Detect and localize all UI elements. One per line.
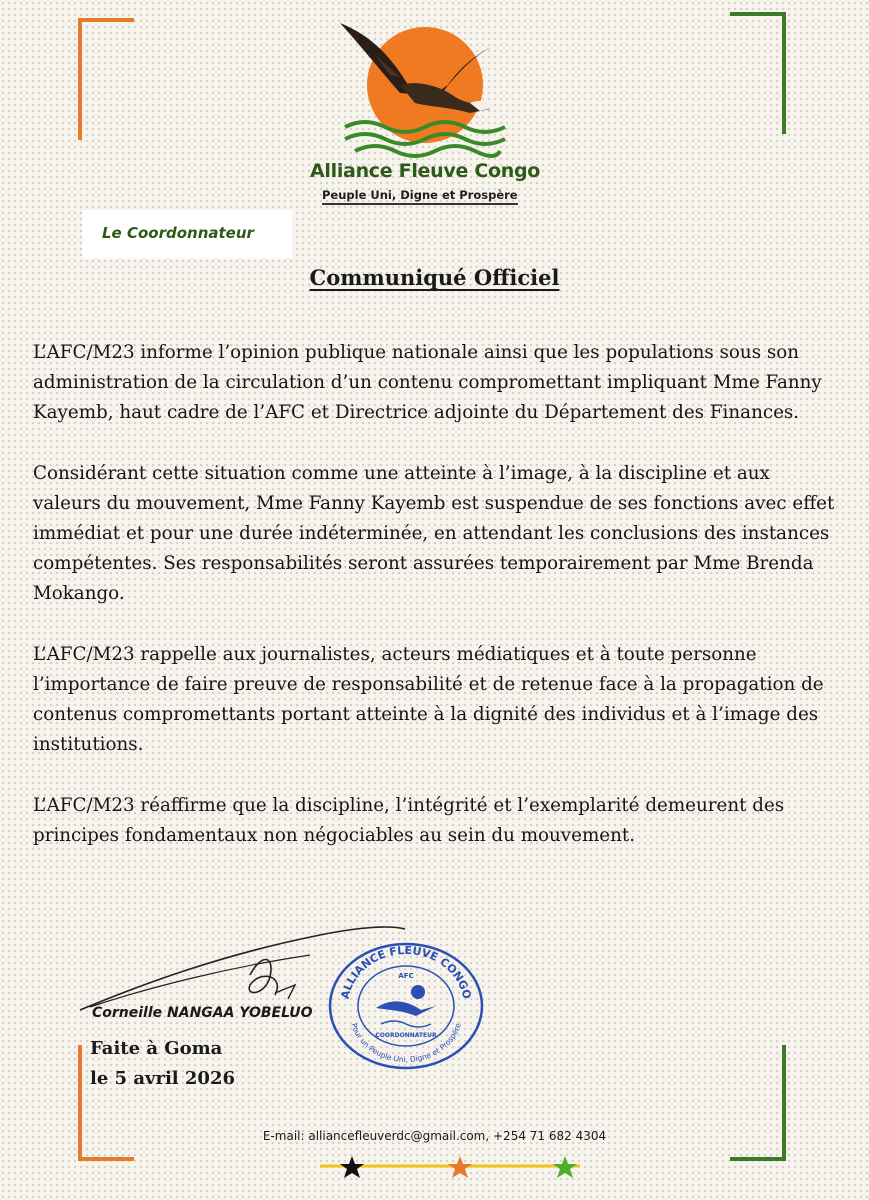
- svg-text:ALLIANCE FLEUVE CONGO: ALLIANCE FLEUVE CONGO: [338, 943, 474, 1001]
- corner-bracket-top-right: [730, 12, 786, 134]
- signature-place: Faite à Goma: [90, 1038, 223, 1059]
- signatory-name: Corneille NANGAA YOBELUO: [92, 1005, 313, 1021]
- organization-motto: Peuple Uni, Digne et Prospère: [322, 188, 518, 205]
- svg-text:AFC: AFC: [398, 972, 414, 980]
- eagle-logo-icon: [330, 15, 520, 165]
- paragraph-3: L’AFC/M23 rappelle aux journalistes, acteurs médiatiques et à toute personne l’importance de faire preuve de responsabilité et de retenue face à la propagation de contenus compromettants portant atteinte à la dignité des individus et à l’image des institutions.: [33, 644, 824, 755]
- signature-date: le 5 avril 2026: [90, 1068, 235, 1089]
- footer-contact: E-mail: alliancefleuverdc@gmail.com, +254 71 682 4304: [262, 1129, 607, 1143]
- corner-bracket-top-left: [78, 18, 134, 140]
- document-body: [33, 338, 841, 882]
- corner-bracket-bottom-right: [730, 1045, 786, 1161]
- paragraph-1: L’AFC/M23 informe l’opinion publique nationale ainsi que les populations sous son administration de la circulation d’un contenu compromettant impliquant Mme Fanny Kayemb, haut cadre de l’AFC et Directrice adjointe du Département des Finances.: [33, 342, 822, 423]
- official-stamp: [326, 940, 486, 1070]
- organization-name: Alliance Fleuve Congo: [310, 160, 541, 182]
- paragraph-2: Considérant cette situation comme une atteinte à l’image, à la discipline et aux valeurs du mouvement, Mme Fanny Kayemb est suspendue de ses fonctions avec effet immédiat et pour une durée indéterminée, en attendant les conclusions des instances compétentes. Ses responsabilités seront assurées temporairement par Mme Brenda Mokango.: [33, 463, 835, 604]
- document-title: Communiqué Officiel: [309, 265, 560, 290]
- paragraph-4: L’AFC/M23 réaffirme que la discipline, l’intégrité et l’exemplarité demeurent des principes fondamentaux non négociables au sein du mouvement.: [33, 795, 785, 846]
- svg-text:COORDONNATEUR: COORDONNATEUR: [375, 1032, 437, 1039]
- footer-star-line: [300, 1150, 600, 1190]
- svg-text:Pour un Peuple Uni, Digne et P: Pour un Peuple Uni, Digne et Prospère: [349, 1022, 463, 1065]
- corner-bracket-bottom-left: [78, 1045, 134, 1161]
- role-label: Le Coordonnateur: [102, 224, 254, 242]
